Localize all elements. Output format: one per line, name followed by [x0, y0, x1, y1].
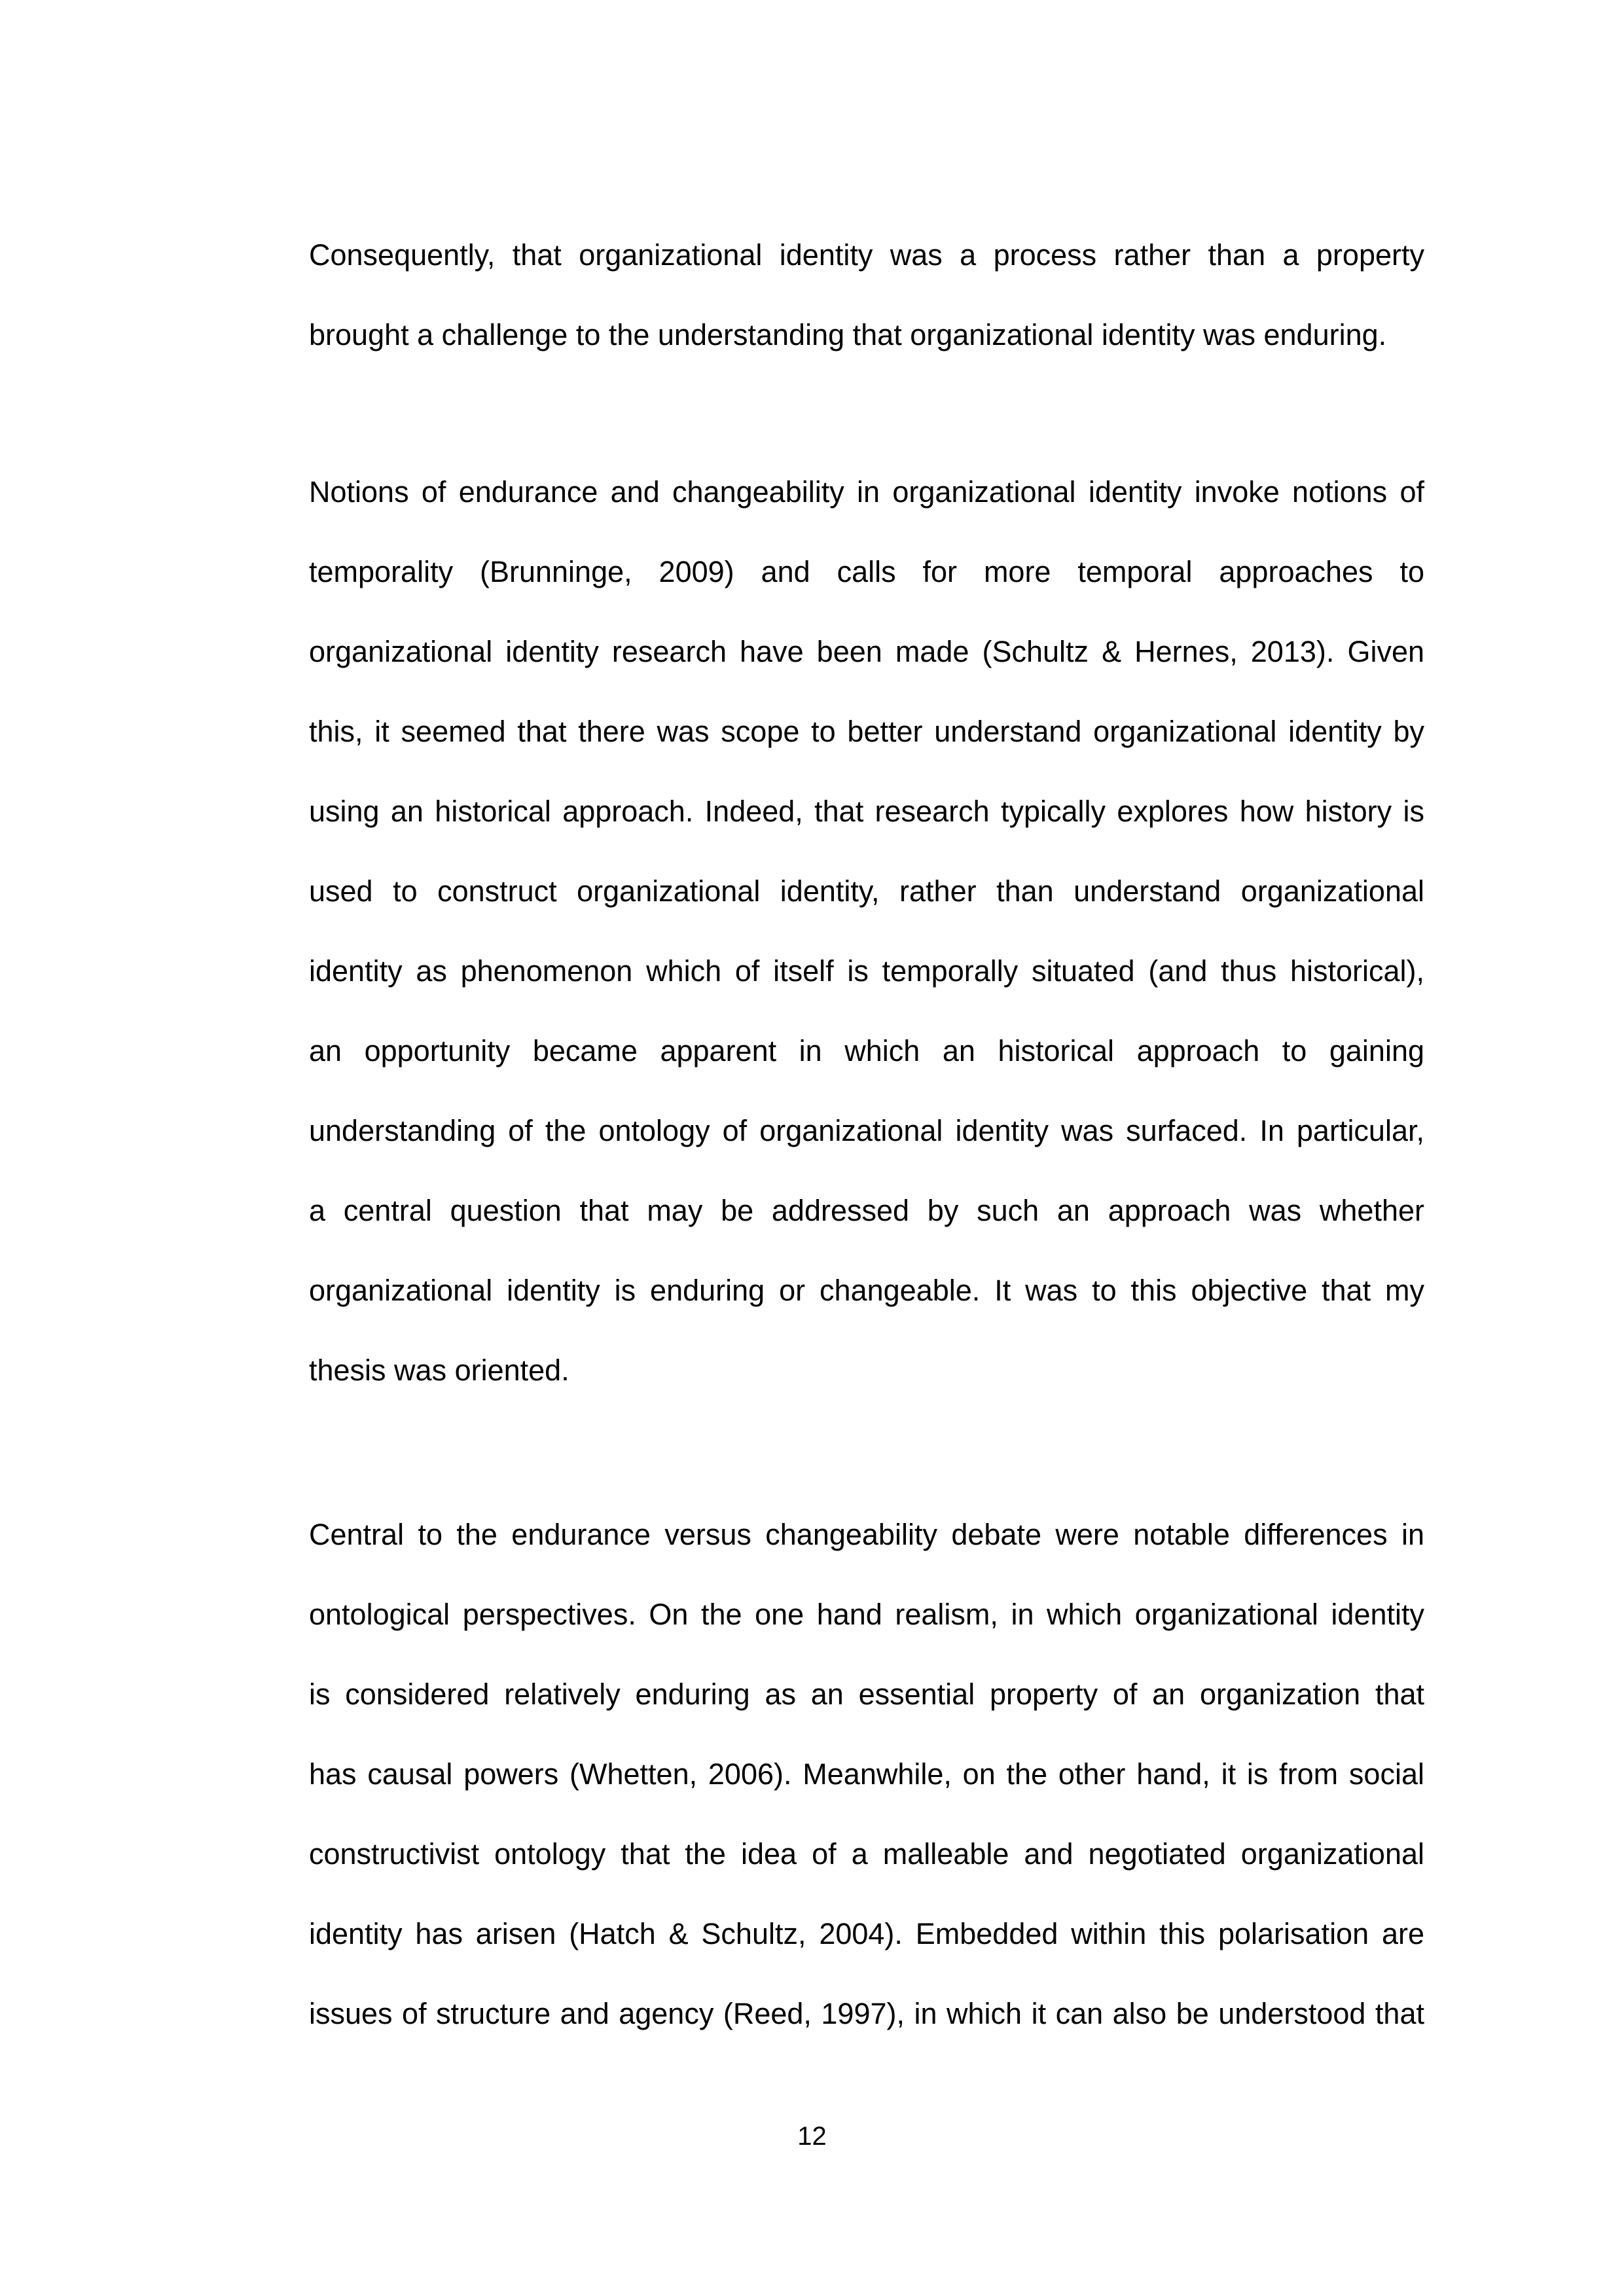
paragraph-line: understanding of the ontology of organizational identity was surfaced. In particular, — [309, 1114, 1424, 1147]
paragraph-line: identity has arisen (Hatch & Schultz, 2004). Embedded within this polarisation are — [309, 1917, 1424, 1950]
paragraph-line: brought a challenge to the understanding that organizational identity was enduring. — [309, 318, 1387, 351]
paragraph-2 — [309, 473, 1424, 1431]
page-number: 12 — [797, 2122, 827, 2151]
paragraph-line: thesis was oriented. — [309, 1354, 569, 1387]
paragraph-line: used to construct organizational identity, rather than understand organizational — [309, 874, 1424, 908]
paragraph-line: Central to the endurance versus changeability debate were notable differences in — [309, 1518, 1424, 1551]
paragraph-line: has causal powers (Whetten, 2006). Meanwhile, on the other hand, it is from social — [309, 1757, 1424, 1791]
paragraph-line: a central question that may be addressed by such an approach was whether — [309, 1194, 1424, 1227]
paragraph-line: ontological perspectives. On the one hand realism, in which organizational identity — [309, 1598, 1424, 1631]
paragraph-line: issues of structure and agency (Reed, 1997), in which it can also be understood that — [309, 1997, 1424, 2030]
paragraph-line: constructivist ontology that the idea of a malleable and negotiated organizational — [309, 1837, 1424, 1871]
paragraph-line: this, it seemed that there was scope to better understand organizational identity by — [309, 715, 1424, 748]
paragraph-line: using an historical approach. Indeed, that research typically explores how history is — [309, 795, 1424, 828]
paragraph-line: is considered relatively enduring as an essential property of an organization that — [309, 1677, 1424, 1711]
paragraph-1 — [309, 236, 1424, 395]
paragraph-line: temporality (Brunninge, 2009) and calls for more temporal approaches to — [309, 555, 1424, 588]
paragraph-3 — [309, 1515, 1424, 2074]
paragraph-line: an opportunity became apparent in which an historical approach to gaining — [309, 1034, 1424, 1067]
paragraph-line: Notions of endurance and changeability in organizational identity invoke notions of — [309, 475, 1424, 509]
paragraph-line: Consequently, that organizational identity was a process rather than a property — [309, 238, 1424, 272]
paragraph-line: organizational identity is enduring or changeable. It was to this objective that my — [309, 1274, 1424, 1307]
paragraph-line: identity as phenomenon which of itself is temporally situated (and thus historical), — [309, 954, 1424, 988]
paragraph-line: organizational identity research have been made (Schultz & Hernes, 2013). Given — [309, 635, 1424, 668]
